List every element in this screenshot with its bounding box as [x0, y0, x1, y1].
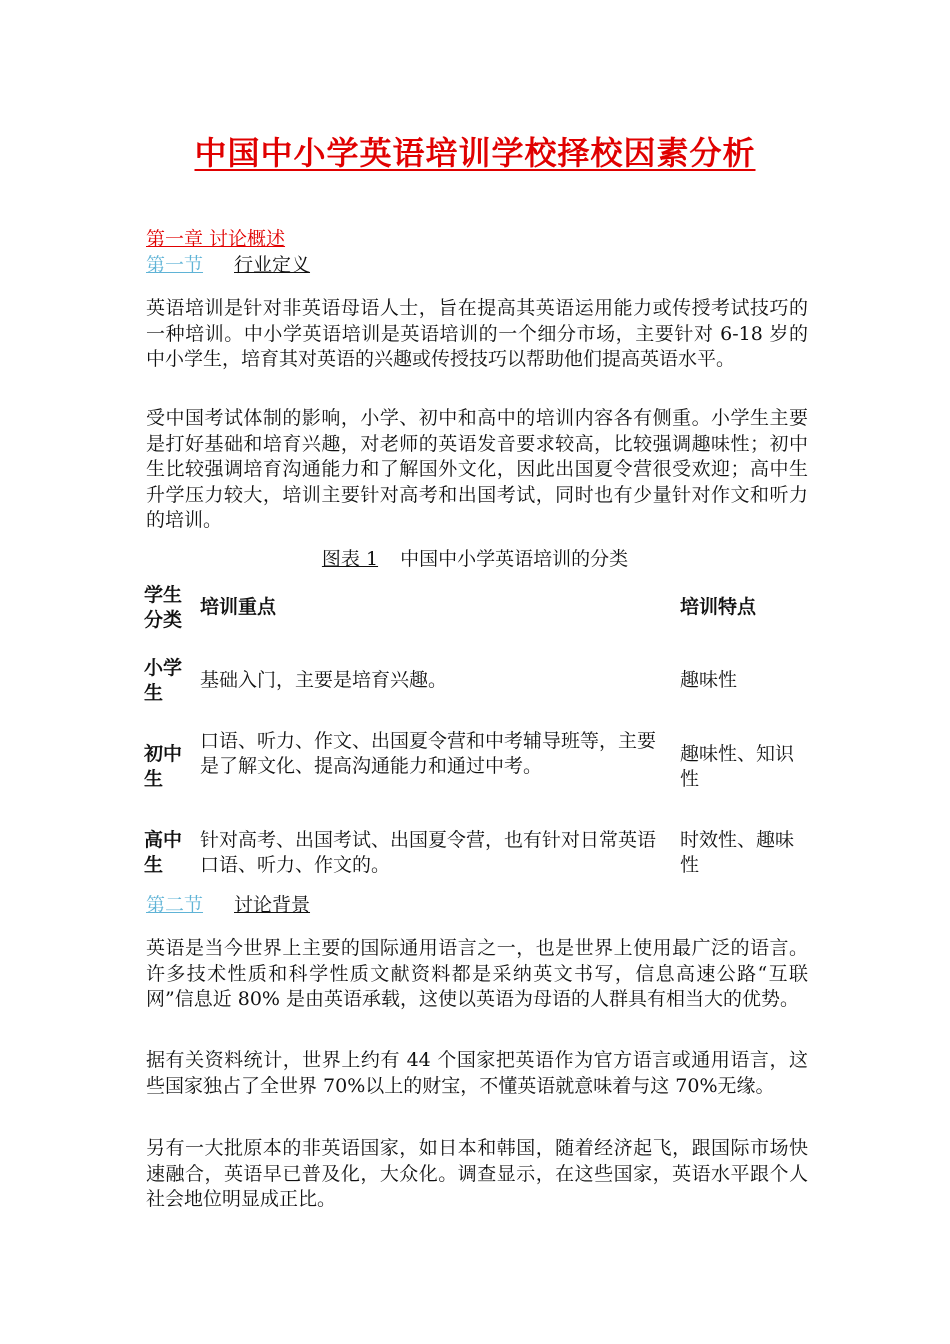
paragraph-2: 受中国考试体制的影响，小学、初中和高中的培训内容各有侧重。小学生主要是打好基础和培育兴趣，对老师的英语发音要求较高，比较强调趣味性；初中生比较强调培育沟通能力和了解国外文化，因此出国夏令营很受欢迎；高中生升学压力较大，培训主要针对高考和出国考试，同时也有少量针对作文和听力的培训。: [146, 407, 808, 531]
chapter-heading: 第一章 讨论概述: [146, 228, 286, 250]
table-header: 学生分类: [144, 584, 183, 631]
section-name: 行业定义: [234, 254, 311, 276]
paragraph-3: 英语是当今世界上主要的国际通用语言之一，也是世界上使用最广泛的语言。许多技术性质和科学性质文献资料都是采纳英文书写，信息高速公路“互联网”信息近 80% 是由英语承载，这使以英语为母语的人群具有相当大的优势。: [146, 937, 808, 1010]
section-name: 讨论背景: [234, 894, 311, 916]
table-row-focus: 基础入门，主要是培育兴趣。: [200, 669, 448, 691]
figure-text: 中国中小学英语培训的分类: [400, 548, 629, 570]
table-header: 培训特点: [680, 596, 757, 618]
figure-caption: [0, 544, 950, 571]
section-number: 第一节: [146, 254, 204, 276]
figure-label: 图表 1: [321, 548, 379, 570]
section-heading-2: [146, 890, 310, 917]
table-row-category: 高中生: [144, 829, 183, 876]
section-number: 第二节: [146, 894, 204, 916]
table-row-category: 小学生: [144, 657, 183, 704]
paragraph-1: 英语培训是针对非英语母语人士，旨在提高其英语运用能力或传授考试技巧的一种培训。中小学英语培训是英语培训的一个细分市场，主要针对 6-18 岁的中小学生，培育其对英语的兴趣或传授技巧以帮助他们提高英语水平。: [146, 297, 808, 370]
table-row-feature: 时效性、趣味性: [680, 829, 795, 876]
table-row-focus: 口语、听力、作文、出国夏令营和中考辅导班等，主要是了解文化、提高沟通能力和通过中考。: [200, 730, 657, 777]
section-heading-1: [146, 250, 310, 277]
paragraph-5: 另有一大批原本的非英语国家，如日本和韩国，随着经济起飞，跟国际市场快速融合，英语早已普及化，大众化。调查显示，在这些国家，英语水平跟个人社会地位明显成正比。: [146, 1137, 808, 1210]
table-row-category: 初中生: [144, 743, 183, 790]
table-row-feature: 趣味性、知识性: [680, 743, 795, 790]
document-title: 中国中小学英语培训学校择校因素分析: [194, 134, 756, 172]
paragraph-4: 据有关资料统计，世界上约有 44 个国家把英语作为官方语言或通用语言，这些国家独占了全世界 70%以上的财宝，不懂英语就意味着与这 70%无缘。: [146, 1049, 808, 1097]
table-row-feature: 趣味性: [680, 669, 738, 691]
table-header: 培训重点: [200, 596, 277, 618]
table-row-focus: 针对高考、出国考试、出国夏令营，也有针对日常英语口语、听力、作文的。: [200, 829, 657, 876]
